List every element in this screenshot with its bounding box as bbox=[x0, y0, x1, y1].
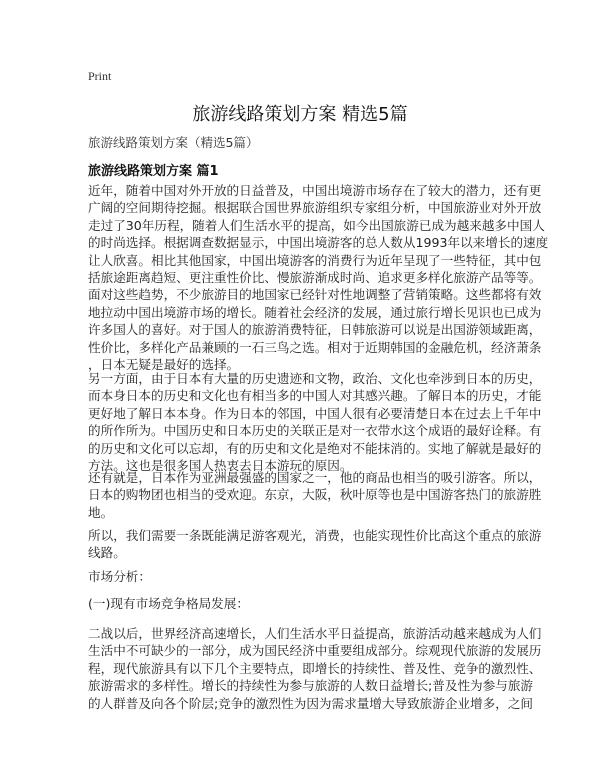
section-heading: 旅游线路策划方案 篇1 bbox=[88, 164, 219, 179]
text-line: (一)现有市场竞争格局发展： bbox=[88, 596, 249, 611]
text-line: 生活中不可缺少的一部分，成为国民经济中重要组成部分。综观现代旅游的发展历 bbox=[88, 643, 542, 659]
text-line: 近年，随着中国对外开放的日益普及，中国出境游市场存在了较大的潜力，还有更 bbox=[88, 183, 542, 198]
text-line: 地。 bbox=[88, 504, 114, 520]
text-line: 方法。这也是很多国人热衷去日本游玩的原因。 bbox=[88, 458, 353, 474]
text-line: 走过了30年历程，随着人们生活水平的提高，如今出国旅游已成为越来越多中国人 bbox=[88, 217, 545, 233]
paragraph-2 bbox=[88, 370, 541, 474]
text-line: 而本身日本的历史和文化也有相当多的中国人对其感兴趣。了解日本的历史，才能 bbox=[88, 388, 542, 404]
text-line: 广阔的空间期待挖掘。根据联合国世界旅游组织专家组分析，中国旅游业对外开放 bbox=[88, 200, 542, 216]
text-line: 的所作所为。中国历史和日本历史的关联正是对一衣带水这个成语的最好诠释。有 bbox=[88, 423, 542, 439]
text-line: 的人群普及向各个阶层;竞争的激烈性为因为需求量增大导致旅游企业增多，之间 bbox=[88, 695, 534, 711]
text-line: 还有就是，日本作为亚洲最强盛的国家之一，他的商品也相当的吸引游客。所以， bbox=[88, 470, 542, 485]
text-line: 旅游需求的多样性。增长的持续性为参与旅游的人数日益增长;普及性为参与旅游 bbox=[88, 678, 534, 694]
text-line: 面对这些趋势，不少旅游目的地国家已经针对性地调整了营销策略。这些都将有效 bbox=[88, 287, 542, 303]
text-line: 程，现代旅游具有以下几个主要特点，即增长的持续性、普及性、竞争的激烈性、 bbox=[88, 660, 542, 676]
text-line: 的时尚选择。根据调查数据显示，中国出境游客的总人数从1993年以来增长的速度 bbox=[88, 235, 549, 251]
text-line: 市场分析： bbox=[88, 569, 151, 584]
text-line: 让人欣喜。相比其他国家，中国出境游客的消费行为近年呈现了一些特征，其中包 bbox=[88, 252, 542, 268]
text-line: 二战以后，世界经济高速增长，人们生活水平日益提高，旅游活动越来越成为人们 bbox=[88, 626, 542, 641]
document-subtitle: 旅游线路策划方案（精选5篇） bbox=[88, 135, 259, 150]
paragraph-4 bbox=[88, 527, 541, 562]
text-line: 性价比，多样化产品兼顾的一石三鸟之选。相对于近期韩国的金融危机，经济萧条 bbox=[88, 339, 542, 355]
paragraph-subheading bbox=[88, 595, 249, 612]
text-line: 更好地了解日本本身。作为日本的邻国，中国人很有必要清楚日本在过去上千年中 bbox=[88, 405, 542, 421]
text-line: 线路。 bbox=[88, 545, 126, 561]
text-line: 括旅途距离趋短、更注重性价比、慢旅游渐成时尚、追求更多样化旅游产品等等。 bbox=[88, 270, 542, 286]
text-line: 的历史和文化可以忘却，有的历史和文化是绝对不能抹消的。实地了解就是最好的 bbox=[88, 440, 542, 456]
text-line: ，日本无疑是最好的选择。 bbox=[88, 357, 240, 373]
paragraph-3 bbox=[88, 469, 541, 521]
text-line: 地拉动中国出境游市场的增长。随着社会经济的发展，通过旅行增长见识也已成为 bbox=[88, 304, 542, 320]
text-line: 所以，我们需要一条既能满足游客观光，消费，也能实现性价比高这个重点的旅游 bbox=[88, 528, 542, 543]
paragraph-5 bbox=[88, 625, 541, 712]
paragraph-1 bbox=[88, 182, 548, 373]
print-link[interactable]: Print bbox=[88, 69, 112, 83]
text-line: 日本的购物团也相当的受欢迎。东京，大阪，秋叶原等也是中国游客热门的旅游胜 bbox=[88, 487, 542, 503]
text-line: 许多国人的喜好。对于国人的旅游消费特征，日韩旅游可以说是出国游领域距离， bbox=[88, 322, 542, 338]
document-title: 旅游线路策划方案 精选5篇 bbox=[192, 104, 408, 125]
text-line: 另一方面，由于日本有大量的历史遗迹和文物，政治、文化也牵涉到日本的历史， bbox=[88, 371, 542, 386]
paragraph-market-analysis bbox=[88, 568, 151, 585]
